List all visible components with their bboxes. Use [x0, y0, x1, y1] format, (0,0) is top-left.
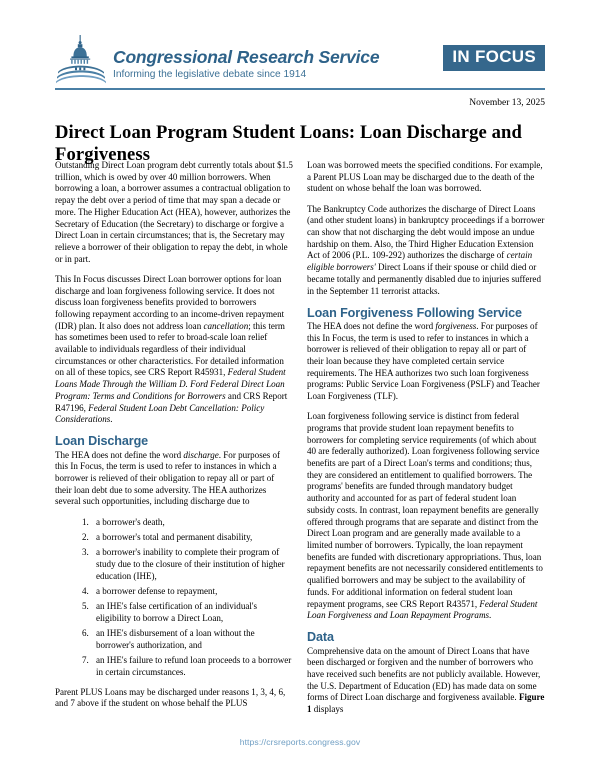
section-heading-data: Data	[307, 630, 334, 645]
crs-logo	[55, 33, 379, 83]
text-run: . For purposes of this In Focus, the term is used to refer to instances in which a borrower is relieved of their obligation to repay all or part of their loan debt due to some adversity. The HEA authorizes several such opportunities, including discharge due to	[55, 449, 281, 507]
text-run: ; this term has sometimes been used to refer to broad-scale loan relief available to individuals regardless of their individual circumstances or other characteristics. For detailed information on all of these topics, see CRS Report R45931,	[55, 320, 285, 378]
figure-reference: Figure 1	[307, 692, 545, 715]
text-run: The HEA does not define the word	[307, 320, 436, 331]
text-run: .	[489, 610, 492, 621]
list-item: 1. a borrower's death,	[91, 517, 293, 529]
publication-date: November 13, 2025	[469, 98, 545, 108]
emphasis-discharge: discharge	[183, 449, 219, 460]
text-run: This In Focus discusses Direct Loan borrower options for loan discharge and loan forgiveness following service. It does not discuss loan forgiveness benefits provided to borrowers following repayment according to an income-driven repayment (IDR) plan. It also does not address loan	[55, 273, 285, 331]
crs-wordmark	[113, 49, 379, 83]
paragraph-bankruptcy	[307, 204, 545, 298]
text-run: Direct Loans if their spouse or child died or became totally and permanently disabled due to injuries suffered in the September 11 terrorist attacks.	[307, 262, 541, 296]
text-run: The Bankruptcy Code authorizes the discharge of Direct Loans (and other student loans) in bankruptcy proceedings if a borrower can show that not discharging the debt would impose an undue hardship on them. Also, the Third Higher Education Extension Act of 2006 (P.L. 109-292) authorizes the discharge of	[307, 203, 545, 261]
section-heading-loan-discharge: Loan Discharge	[55, 434, 149, 449]
section-heading-loan-forgiveness: Loan Forgiveness Following Service	[307, 305, 522, 320]
text-run: .	[110, 414, 113, 425]
emphasis-certain-eligible-borrowers: certain eligible borrowers'	[307, 250, 533, 273]
paragraph-forgiveness-definition	[307, 321, 545, 403]
footer-url[interactable]: https://crsreports.congress.gov	[239, 737, 361, 747]
list-item: 7. an IHE's failure to refund loan proceeds to a borrower in certain circumstances.	[91, 655, 293, 678]
report-title-r45931: Federal Student Loans Made Through the William D. Ford Federal Direct Loan Program: Terms and Conditions for Borrowers	[55, 367, 286, 401]
capitol-dome-icon	[55, 34, 107, 84]
paragraph-parent-plus: Parent PLUS Loans may be discharged under reasons 1, 3, 4, 6, and 7 above if the student on whose behalf the PLUS	[55, 686, 286, 709]
header-divider	[55, 88, 545, 90]
report-title-r47196: Federal Student Loan Debt Cancellation: Policy Considerations	[55, 402, 265, 425]
organization-name: Congressional Research Service	[113, 47, 380, 68]
text-run: displays	[311, 704, 344, 715]
paragraph-intro: Outstanding Direct Loan program debt currently totals about $1.5 trillion, which is owed by over 40 million borrowers. When borrowing a loan, a borrower assumes a contractual obligation to repay the debt over a period of time that may span a decade or more. The Higher Education Act (HEA), however, authorizes the Secretary of Education (the Secretary) to discharge or forgive a Direct Loan in certain circumstances; that is, the Secretary may relieve a borrower of their obligation to repay the debt, in whole or in part.	[55, 160, 293, 264]
text-run: . For purposes of this In Focus, the term is used to refer to instances in which a borrower is relieved of their obligation to repay all or part of their loan because they have completed certain service requirements. The HEA authorizes two such loan forgiveness programs: Public Service Loan Forgiveness (PSLF) and Teacher Loan Forgiveness (TLF).	[307, 320, 540, 402]
text-run: The HEA does not define the word	[55, 449, 184, 460]
in-focus-badge: IN FOCUS	[443, 45, 545, 71]
page-title: Direct Loan Program Student Loans: Loan Discharge and Forgiveness	[55, 122, 522, 166]
paragraph-forgiveness-vs-repayment	[307, 411, 545, 622]
paragraph-data	[307, 646, 545, 716]
list-item: 4. a borrower defense to repayment,	[91, 586, 293, 598]
list-item: 3. a borrower's inability to complete their program of study due to the closure of their institution of higher education (IHE),	[91, 547, 293, 582]
emphasis-cancellation: cancellation	[203, 320, 249, 331]
list-item: 2. a borrower's total and permanent disability,	[91, 532, 293, 544]
organization-tagline: Informing the legislative debate since 1914	[113, 68, 307, 80]
emphasis-forgiveness: forgiveness	[435, 320, 477, 331]
paragraph-discharge-definition	[55, 450, 293, 509]
text-run: and CRS Report R47196,	[55, 390, 288, 413]
list-item: 6. an IHE's disbursement of a loan without the borrower's authorization, and	[91, 628, 293, 651]
paragraph-scope	[55, 274, 293, 426]
report-title-r43571: Federal Student Loan Forgiveness and Loan Repayment Programs	[307, 598, 538, 621]
right-column	[307, 160, 545, 716]
masthead	[55, 33, 545, 85]
paragraph-plus-continued: Loan was borrowed meets the specified conditions. For example, a Parent PLUS Loan may be discharged due to the death of the student on whose behalf the loan was borrowed.	[307, 160, 543, 194]
discharge-reasons-list	[55, 517, 293, 678]
left-column	[55, 160, 293, 710]
text-run: Loan forgiveness following service is distinct from federal programs that provide student loan repayment benefits to borrowers for completing service requirements (of which about 40 are federally authorized). Loan forgiveness following service benefits are part of a Direct Loan's terms and conditions; thus, they are considered an entitlement to qualified borrowers. The programs' benefits are funded through mandatory budget authority and accounted for as part of federal student loan subsidy costs. In contrast, loan repayment benefits are generally offered through programs that are separate and distinct from the Direct Loan program and are generally made available to a limited number of borrowers. Typically, the loan repayment benefits are funded with discretionary appropriations. Thus, loan repayment benefits are not necessarily considered entitlements to qualified borrowers and may be subject to the availability of funds. For additional information on federal student loan repayment programs, see CRS Report R43571,	[307, 411, 543, 609]
list-item: 5. an IHE's false certification of an individual's eligibility to borrow a Direct Loan,	[91, 601, 293, 624]
text-run: Comprehensive data on the amount of Direct Loans that have been discharged or forgiven and the number of borrowers who have received such benefits are not publicly available. However, the U.S. Department of Education (ED) has made data on some forms of Direct Loan discharge and forgiveness available.	[307, 645, 541, 703]
